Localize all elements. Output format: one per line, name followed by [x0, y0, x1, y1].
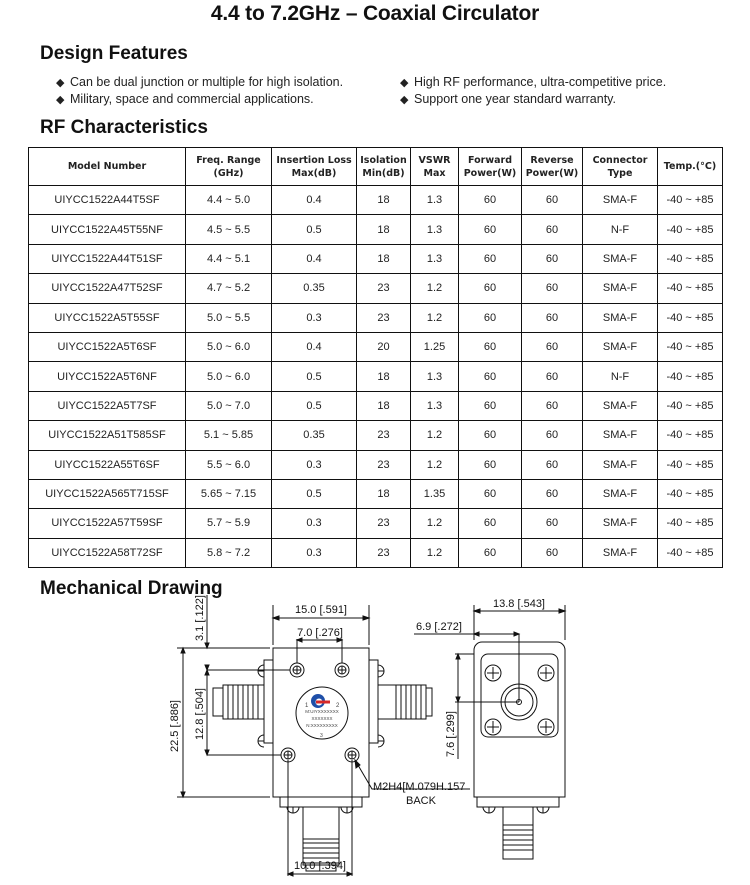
table-cell: 1.2	[411, 421, 459, 450]
column-header-line: VSWR	[418, 154, 451, 166]
table-row	[29, 362, 723, 391]
table-cell: 60	[522, 538, 583, 567]
table-cell: 5.0 ~ 6.0	[186, 362, 272, 391]
bottom-flange	[280, 797, 362, 807]
label-line: M:UIYXXXXXXX	[305, 709, 339, 714]
table-cell: 5.7 ~ 5.9	[186, 509, 272, 538]
right-sma-connector	[378, 685, 432, 719]
table-cell: -40 ~ +85	[658, 450, 723, 479]
dimension-label: 7.0 [.276]	[297, 627, 343, 639]
table-cell: 20	[357, 332, 411, 361]
rf-characteristics-table	[28, 147, 723, 568]
table-cell: 60	[522, 332, 583, 361]
table-cell: 18	[357, 391, 411, 420]
table-cell: 0.35	[272, 274, 357, 303]
thread-callout: M2H4[M.079H.157	[373, 781, 466, 793]
table-cell: 23	[357, 538, 411, 567]
table-cell: UIYCC1522A51T585SF	[29, 421, 186, 450]
table-row	[29, 450, 723, 479]
flange-screw-icon	[378, 665, 384, 747]
table-cell: 60	[459, 186, 522, 215]
table-row	[29, 391, 723, 420]
table-cell: N-F	[583, 362, 658, 391]
table-cell: 4.4 ~ 5.1	[186, 244, 272, 273]
rf-characteristics-heading: RF Characteristics	[40, 117, 208, 138]
left-flange	[264, 660, 273, 743]
label-line: XXXXXXX	[311, 716, 333, 721]
table-cell: 60	[522, 186, 583, 215]
table-cell: 60	[522, 421, 583, 450]
column-header	[459, 148, 522, 186]
table-cell: 60	[459, 509, 522, 538]
table-cell: 0.3	[272, 509, 357, 538]
table-cell: SMA-F	[583, 186, 658, 215]
table-cell: SMA-F	[583, 244, 658, 273]
column-header	[658, 148, 723, 186]
table-cell: 5.8 ~ 7.2	[186, 538, 272, 567]
table-cell: 60	[522, 362, 583, 391]
table-cell: 60	[522, 215, 583, 244]
diamond-bullet-icon: ◆	[56, 94, 65, 106]
column-header-line: Reverse	[530, 154, 574, 166]
flange-screw-icon	[287, 807, 353, 813]
diamond-bullet-icon: ◆	[400, 77, 409, 89]
table-cell: 1.3	[411, 215, 459, 244]
table-cell: 60	[459, 479, 522, 508]
table-cell: 18	[357, 186, 411, 215]
table-cell: 0.5	[272, 391, 357, 420]
table-cell: 5.5 ~ 6.0	[186, 450, 272, 479]
column-header	[411, 148, 459, 186]
feature-item: ◆ Can be dual junction or multiple for high isolation.	[56, 75, 344, 89]
feature-item: ◆ Support one year standard warranty.	[400, 92, 616, 106]
table-row	[29, 509, 723, 538]
table-cell: 60	[459, 303, 522, 332]
column-header	[357, 148, 411, 186]
table-cell: 0.3	[272, 450, 357, 479]
thread-callout: BACK	[406, 795, 436, 807]
column-header-line: (GHz)	[213, 167, 244, 179]
column-header	[186, 148, 272, 186]
table-cell: 0.5	[272, 215, 357, 244]
column-header-line: Model Number	[67, 161, 147, 172]
table-cell: 4.4 ~ 5.0	[186, 186, 272, 215]
table-cell: UIYCC1522A5T6NF	[29, 362, 186, 391]
table-cell: 1.2	[411, 274, 459, 303]
table-cell: 18	[357, 362, 411, 391]
table-cell: -40 ~ +85	[658, 303, 723, 332]
table-cell: -40 ~ +85	[658, 362, 723, 391]
table-cell: 1.3	[411, 362, 459, 391]
table-cell: 1.3	[411, 244, 459, 273]
table-cell: 60	[459, 391, 522, 420]
table-cell: 60	[522, 391, 583, 420]
column-header	[522, 148, 583, 186]
table-cell: -40 ~ +85	[658, 186, 723, 215]
table-cell: 1.2	[411, 538, 459, 567]
table-cell: SMA-F	[583, 303, 658, 332]
feature-item: ◆ High RF performance, ultra-competitive price.	[400, 75, 667, 89]
table-cell: SMA-F	[583, 332, 658, 361]
port-label: 2	[336, 703, 340, 709]
table-cell: 0.5	[272, 479, 357, 508]
table-cell: N-F	[583, 215, 658, 244]
flange-screw-icon	[485, 719, 501, 735]
flange-screw-icon	[485, 665, 501, 681]
mechanical-drawing	[0, 575, 750, 885]
table-cell: 60	[459, 538, 522, 567]
table-cell: -40 ~ +85	[658, 538, 723, 567]
table-cell: 23	[357, 303, 411, 332]
table-cell: 18	[357, 215, 411, 244]
table-cell: 1.25	[411, 332, 459, 361]
table-header-row	[29, 148, 723, 186]
table-row	[29, 421, 723, 450]
table-cell: -40 ~ +85	[658, 274, 723, 303]
table-row	[29, 303, 723, 332]
table-row	[29, 274, 723, 303]
table-cell: 0.3	[272, 303, 357, 332]
table-cell: UIYCC1522A47T52SF	[29, 274, 186, 303]
table-cell: 4.5 ~ 5.5	[186, 215, 272, 244]
dimension-label: 12.8 [.504]	[194, 688, 206, 740]
label-line: N:XXXXXXXXX	[306, 723, 338, 728]
right-flange	[369, 660, 378, 743]
side-view	[414, 598, 565, 859]
table-cell: 60	[459, 362, 522, 391]
table-cell: 1.35	[411, 479, 459, 508]
column-header	[272, 148, 357, 186]
table-cell: SMA-F	[583, 450, 658, 479]
column-header-line: Temp.(°C)	[663, 161, 717, 172]
left-sma-connector	[213, 685, 264, 719]
diamond-bullet-icon: ◆	[400, 94, 409, 106]
table-cell: 0.35	[272, 421, 357, 450]
table-cell: 0.4	[272, 186, 357, 215]
column-header-line: Connector	[592, 154, 648, 166]
column-header-line: Isolation	[360, 154, 407, 166]
table-cell: -40 ~ +85	[658, 332, 723, 361]
table-cell: -40 ~ +85	[658, 215, 723, 244]
dimension-label: 6.9 [.272]	[416, 621, 462, 633]
table-cell: -40 ~ +85	[658, 421, 723, 450]
table-row	[29, 244, 723, 273]
column-header-line: Power(W)	[525, 167, 579, 179]
column-header-line: Min(dB)	[362, 167, 405, 179]
table-cell: 60	[459, 450, 522, 479]
column-header-line: Type	[607, 167, 633, 179]
table-cell: 60	[522, 509, 583, 538]
table-cell: 5.65 ~ 7.15	[186, 479, 272, 508]
port-label: 3	[320, 733, 323, 739]
page-title: 4.4 to 7.2GHz – Coaxial Circulator	[210, 2, 540, 25]
table-cell: UIYCC1522A5T7SF	[29, 391, 186, 420]
thread-lines	[503, 825, 533, 850]
table-cell: 60	[459, 215, 522, 244]
table-cell: UIYCC1522A57T59SF	[29, 509, 186, 538]
table-cell: UIYCC1522A565T715SF	[29, 479, 186, 508]
table-cell: 18	[357, 479, 411, 508]
flange-screw-icon	[258, 665, 264, 747]
column-header	[583, 148, 658, 186]
table-cell: 1.2	[411, 509, 459, 538]
column-header-line: Insertion Loss	[276, 154, 352, 166]
dimension-label: 13.8 [.543]	[493, 598, 545, 610]
table-cell: 23	[357, 274, 411, 303]
table-cell: 1.2	[411, 303, 459, 332]
table-row	[29, 332, 723, 361]
table-cell: SMA-F	[583, 391, 658, 420]
dimension-label: 10.0 [.394]	[294, 860, 346, 872]
table-cell: -40 ~ +85	[658, 509, 723, 538]
table-cell: 23	[357, 450, 411, 479]
flange-screw-icon	[538, 665, 554, 681]
table-cell: 0.3	[272, 538, 357, 567]
table-cell: 0.4	[272, 332, 357, 361]
table-cell: 5.0 ~ 6.0	[186, 332, 272, 361]
table-cell: 0.4	[272, 244, 357, 273]
table-row	[29, 538, 723, 567]
column-header-line: Freq. Range	[196, 154, 261, 166]
table-cell: UIYCC1522A44T5SF	[29, 186, 186, 215]
table-cell: UIYCC1522A58T72SF	[29, 538, 186, 567]
table-cell: -40 ~ +85	[658, 479, 723, 508]
table-cell: UIYCC1522A45T55NF	[29, 215, 186, 244]
design-features-heading: Design Features	[40, 43, 188, 64]
table-cell: 60	[522, 303, 583, 332]
table-cell: 60	[522, 274, 583, 303]
table-cell: 5.0 ~ 5.5	[186, 303, 272, 332]
table-cell: UIYCC1522A55T6SF	[29, 450, 186, 479]
table-cell: 60	[459, 421, 522, 450]
table-cell: SMA-F	[583, 274, 658, 303]
table-cell: 23	[357, 509, 411, 538]
table-cell: 60	[459, 274, 522, 303]
port-label: 1	[305, 703, 309, 709]
table-cell: 60	[459, 332, 522, 361]
table-cell: UIYCC1522A5T55SF	[29, 303, 186, 332]
table-cell: SMA-F	[583, 538, 658, 567]
dimension-label: 15.0 [.591]	[295, 604, 347, 616]
column-header-line: Power(W)	[463, 167, 517, 179]
table-cell: 60	[522, 479, 583, 508]
table-cell: 23	[357, 421, 411, 450]
table-cell: 60	[459, 244, 522, 273]
column-header	[29, 148, 186, 186]
table-cell: 1.3	[411, 186, 459, 215]
table-cell: 5.1 ~ 5.85	[186, 421, 272, 450]
table-cell: -40 ~ +85	[658, 244, 723, 273]
column-header-line: Max(dB)	[291, 167, 337, 179]
feature-item: ◆ Military, space and commercial applications.	[56, 92, 314, 106]
dimension-label: 7.6 [.299]	[445, 711, 457, 757]
mechanical-drawing-heading: Mechanical Drawing	[40, 578, 223, 599]
column-header-line: Forward	[468, 154, 512, 166]
column-header-line: Max	[423, 167, 446, 179]
diamond-bullet-icon: ◆	[56, 77, 65, 89]
table-cell: 1.2	[411, 450, 459, 479]
table-cell: 4.7 ~ 5.2	[186, 274, 272, 303]
dimension-label: 3.1 [.122]	[194, 595, 206, 641]
table-cell: SMA-F	[583, 479, 658, 508]
table-cell: SMA-F	[583, 509, 658, 538]
table-cell: 5.0 ~ 7.0	[186, 391, 272, 420]
table-cell: 0.5	[272, 362, 357, 391]
table-cell: 1.3	[411, 391, 459, 420]
table-cell: UIYCC1522A44T51SF	[29, 244, 186, 273]
table-row	[29, 215, 723, 244]
table-cell: 18	[357, 244, 411, 273]
table-row	[29, 186, 723, 215]
front-view	[169, 595, 470, 876]
flange-screw-icon	[538, 719, 554, 735]
table-cell: UIYCC1522A5T6SF	[29, 332, 186, 361]
dimension-label: 22.5 [.886]	[169, 700, 181, 752]
table-row	[29, 479, 723, 508]
table-cell: 60	[522, 450, 583, 479]
table-cell: 60	[522, 244, 583, 273]
table-cell: SMA-F	[583, 421, 658, 450]
table-cell: -40 ~ +85	[658, 391, 723, 420]
